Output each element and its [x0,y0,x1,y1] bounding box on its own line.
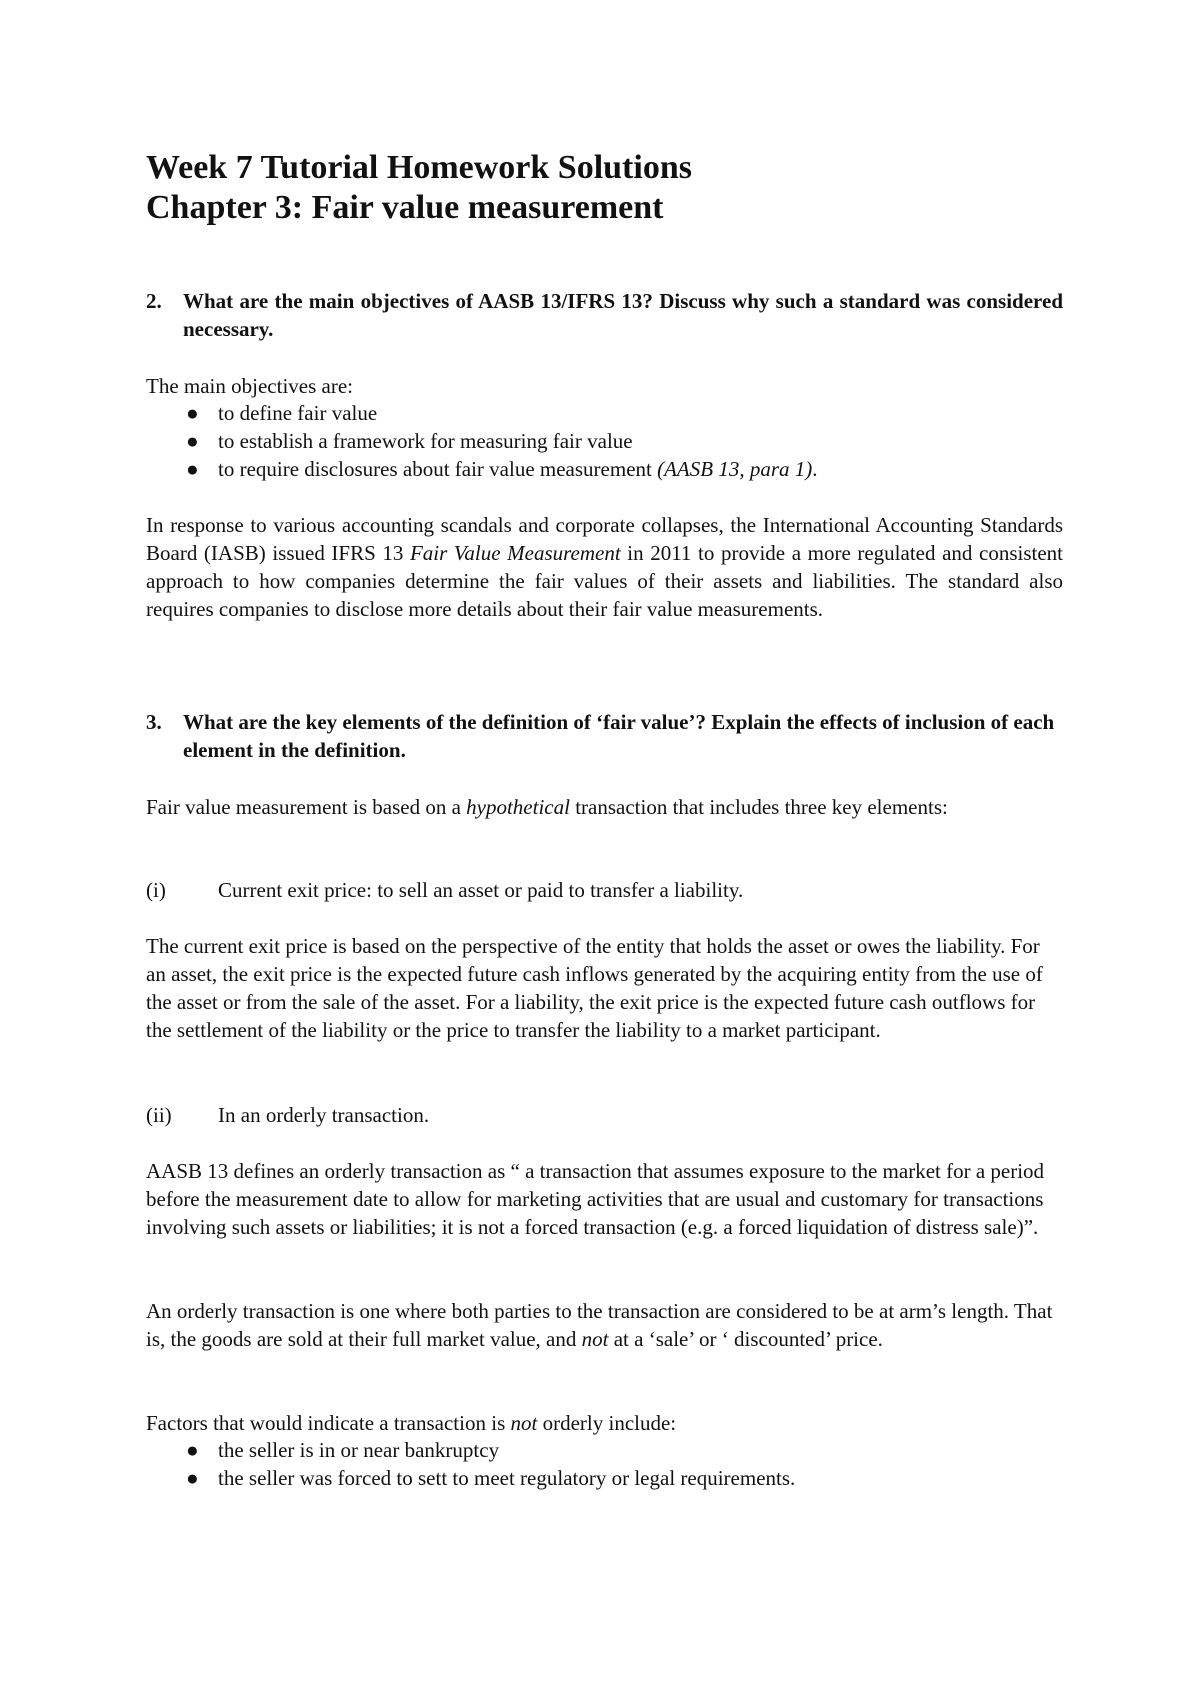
list-item: ● to define fair value [186,401,378,425]
question-number: 3. [146,710,162,734]
list-item: ● to require disclosures about fair value measurement (AASB 13, para 1). [186,457,818,481]
q3-factors-list [146,1436,795,1492]
list-item: ● the seller was forced to sett to meet regulatory or legal requirements. [186,1466,796,1490]
question-number: 2. [146,289,162,313]
item-text: Current exit price: to sell an asset or paid to transfer a liability. [218,878,744,902]
q2-intro: The main objectives are: [146,374,353,398]
q3-orderly-definition-paragraph: AASB 13 defines an orderly transaction as “ a transaction that assumes exposure to the market for a period before the measurement date to allow for marketing activities that are usual and customary for transactions involving such assets or liabilities; it is not a forced transaction (e.g. a forced liquidation of distress sale)”. [146,1159,1045,1239]
list-item: ● the seller is in or near bankruptcy [186,1438,500,1462]
q3-arms-length-paragraph: An orderly transaction is one where both parties to the transaction are considered to be at arm’s length. That is, the goods are sold at their full market value, and not at a ‘sale’ or ‘ discounted’ price. [146,1299,1053,1351]
bullet-icon: ● [186,457,199,481]
standard-title: Fair Value Measurement [409,541,621,565]
question-text: What are the main objectives of AASB 13/IFRS 13? Discuss why such a standard was considered necessary. [183,289,1063,341]
question-text: What are the key elements of the definition of ‘fair value’? Explain the effects of inclusion of each element in the definition. [183,710,1055,762]
title-line-2: Chapter 3: Fair value measurement [146,189,664,226]
bullet-icon: ● [186,1466,199,1490]
question-2-heading [146,287,1063,343]
item-text: In an orderly transaction. [218,1103,430,1127]
item-label: (ii) [146,1103,172,1127]
bullet-icon: ● [186,1438,199,1462]
citation: (AASB 13, para 1) [657,457,813,481]
document-title [146,148,692,228]
q3-intro: Fair value measurement is based on a hypothetical transaction that includes three key elements: [146,795,948,819]
q2-answer-paragraph: In response to various accounting scandals and corporate collapses, the International Accounting Standards Board (IASB) issued IFRS 13 Fair Value Measurement in 2011 to provide a more regulated and consistent approach to how companies determine the fair values of their assets and liabilities. The standard also requires companies to disclose more details about their fair value measurements. [146,513,1063,621]
q3-exit-price-paragraph: The current exit price is based on the perspective of the entity that holds the asset or owes the liability. For an asset, the exit price is the expected future cash inflows generated by the acquiring entity from the use of the asset or from the sale of the asset. For a liability, the exit price is the expected future cash outflows for the settlement of the liability or the price to transfer the liability to a market participant. [146,934,1043,1042]
list-item: ● to establish a framework for measuring fair value [186,429,633,453]
question-3-heading [146,708,1063,764]
q3-factors-intro: Factors that would indicate a transaction is not orderly include: [146,1411,677,1435]
bullet-icon: ● [186,429,199,453]
item-label: (i) [146,878,166,902]
bullet-icon: ● [186,401,199,425]
q2-objectives-list [146,399,818,483]
title-line-1: Week 7 Tutorial Homework Solutions [146,149,692,186]
